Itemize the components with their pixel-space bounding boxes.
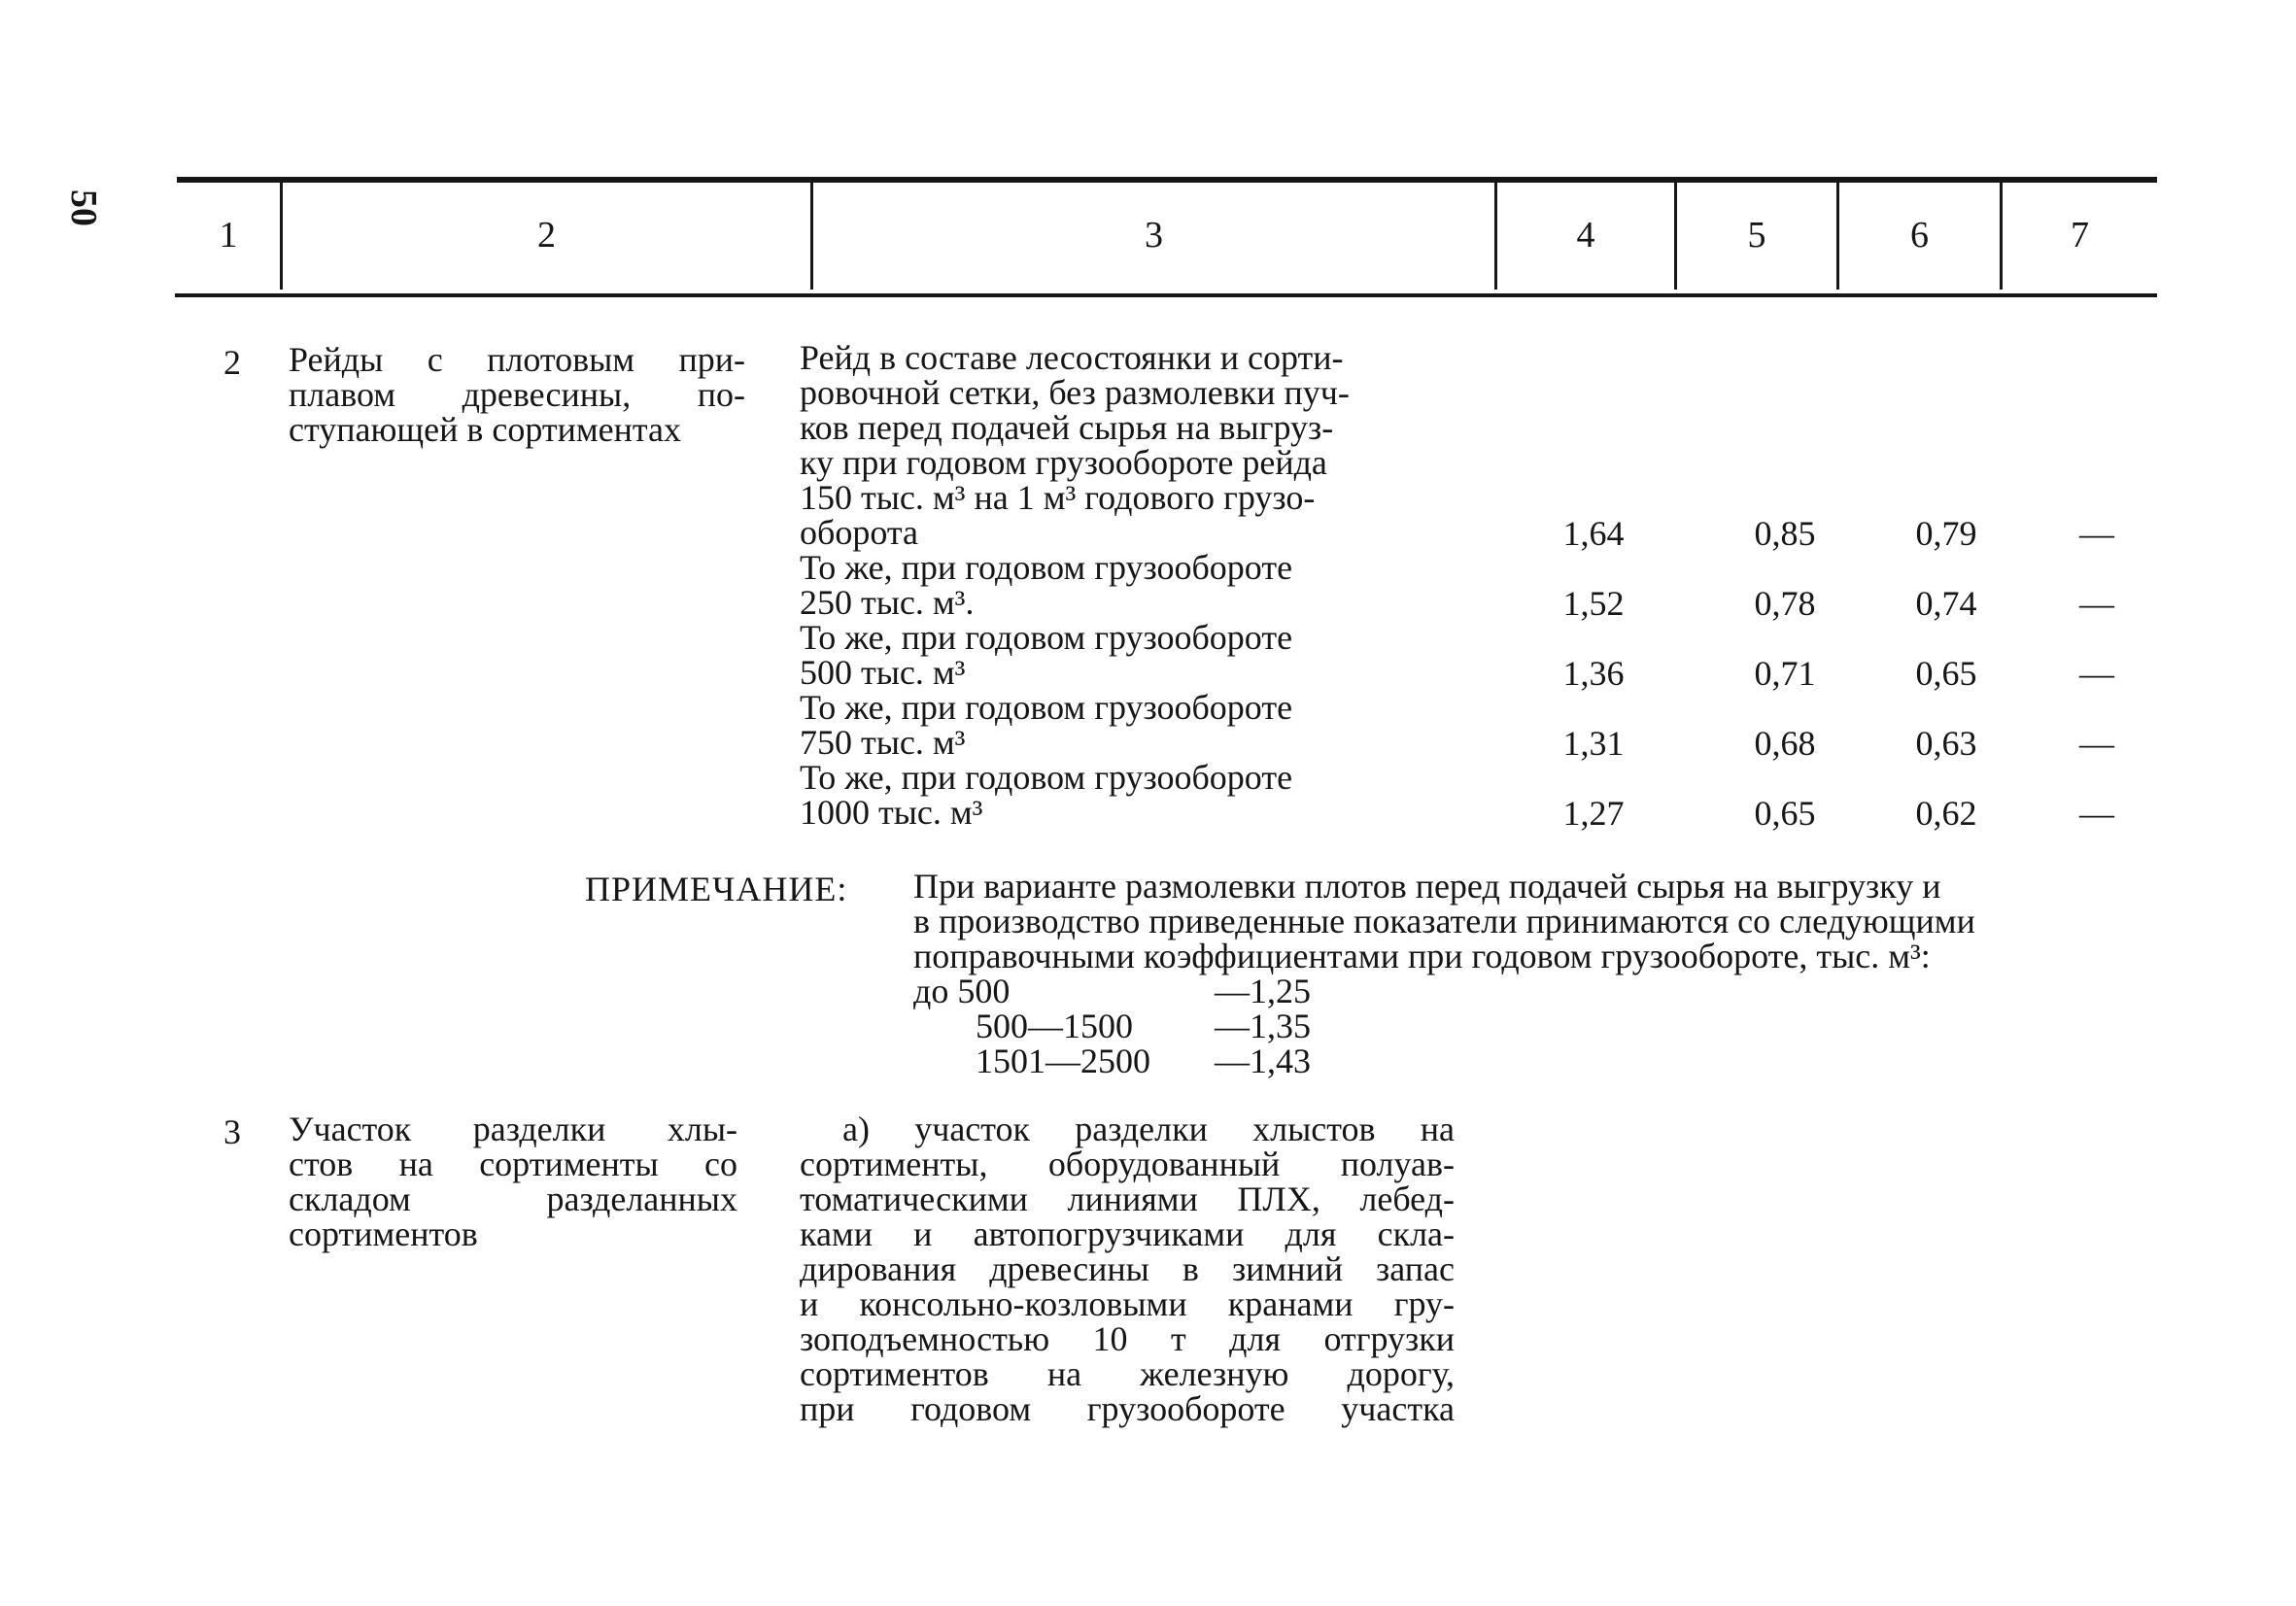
row-2-sub-line: 750 тыс. м³ — [800, 723, 966, 762]
row-2-sub-line: 500 тыс. м³ — [800, 653, 966, 692]
row-2-value-c5: 0,78 — [1754, 584, 1816, 623]
row-2-value-c7: — — [2079, 584, 2114, 623]
row-2-value-c7: — — [2079, 794, 2114, 833]
row-2-value-c4: 1,52 — [1562, 584, 1625, 623]
row-3-name — [289, 1111, 737, 1251]
header-col-1: 1 — [219, 215, 238, 256]
row-2-value-c6: 0,74 — [1915, 584, 1977, 623]
row-2-desc-line: ков перед подачей сырья на выгруз- — [800, 408, 1334, 447]
coef-range: до 500 — [913, 972, 1011, 1010]
row-3-desc-line: и консольно-козловыми кранами гру- — [800, 1284, 1455, 1323]
row-3-desc-line: при годовом грузообороте участка — [800, 1389, 1455, 1428]
header-col-6: 6 — [1910, 215, 1929, 256]
row-3-desc-line: ками и автопогрузчиками для скла- — [800, 1214, 1455, 1253]
coef-range: 500—1500 — [976, 1007, 1133, 1045]
row-2-value-c7: — — [2079, 654, 2114, 693]
row-2-value-c4: 1,31 — [1562, 724, 1625, 763]
page-number: 50 — [63, 189, 104, 226]
row-2-value-c4: 1,36 — [1562, 654, 1625, 693]
row-2-value-c5: 0,65 — [1754, 794, 1816, 833]
header-top-rule — [177, 177, 2157, 183]
row-2-name-line: плавом древесины, по- — [289, 375, 745, 414]
row-3-name-line: складом разделанных — [289, 1179, 737, 1218]
header-bottom-rule — [175, 293, 2157, 297]
row-2-sub-line: 1000 тыс. м³ — [800, 793, 983, 832]
row-3-desc-line: дирования древесины в зимний запас — [800, 1249, 1455, 1288]
row-3-description — [800, 1111, 1455, 1426]
row-2-name — [289, 342, 745, 447]
row-2-value-c6: 0,79 — [1915, 514, 1977, 553]
row-2-value-c5: 0,85 — [1754, 514, 1816, 553]
row-3-name-line: сортиментов — [289, 1214, 478, 1253]
row-2-desc-line: Рейд в составе лесостоянки и сорти- — [800, 338, 1344, 377]
coef-range: 1501—2500 — [976, 1042, 1150, 1080]
row-2-number: 2 — [223, 343, 241, 382]
row-2-value-c5: 0,71 — [1754, 654, 1816, 693]
row-2-name-line: Рейды с плотовым при- — [289, 340, 745, 379]
row-2-value-c6: 0,62 — [1915, 794, 1977, 833]
row-2-sub-line: 250 тыс. м³. — [800, 583, 975, 622]
row-2-value-c5: 0,68 — [1754, 724, 1816, 763]
header-col-4: 4 — [1576, 215, 1595, 256]
row-2-value-c6: 0,65 — [1915, 654, 1977, 693]
row-3-name-line: Участок разделки хлы- — [289, 1110, 737, 1148]
note-body — [913, 869, 2152, 974]
coef-value: —1,25 — [1215, 972, 1311, 1010]
coef-value: —1,35 — [1215, 1007, 1311, 1045]
row-3-name-line: стов на сортименты со — [289, 1145, 737, 1183]
header-col-3: 3 — [1145, 215, 1163, 256]
row-3-desc-line: зоподъемностью 10 т для отгрузки — [800, 1319, 1455, 1358]
row-2-value-c7: — — [2079, 514, 2114, 553]
coef-value: —1,43 — [1215, 1042, 1311, 1080]
row-3-number: 3 — [223, 1112, 241, 1151]
row-2-sub-line: То же, при годовом грузообороте — [800, 548, 1293, 587]
row-3-desc-line: сортиментов на железную дорогу, — [800, 1354, 1455, 1393]
header-col-5: 5 — [1747, 215, 1766, 256]
header-col-7: 7 — [2071, 215, 2089, 256]
row-2-sub-line: То же, при годовом грузообороте — [800, 618, 1293, 657]
row-2-value-c7: — — [2079, 724, 2114, 763]
note-line: в производство приведенные показатели принимаются со следующими — [913, 902, 1975, 940]
note-line: поправочными коэффициентами при годовом грузообороте, тыс. м³: — [913, 937, 1931, 975]
row-2-value-c4: 1,64 — [1562, 514, 1625, 553]
header-col-2: 2 — [537, 215, 556, 256]
row-2-desc-line: оборота — [800, 513, 918, 552]
row-2-desc-line: 150 тыс. м³ на 1 м³ годового грузо- — [800, 478, 1316, 517]
row-2-description — [800, 340, 1470, 830]
row-2-sub-line: То же, при годовом грузообороте — [800, 758, 1293, 797]
row-2-desc-line: ку при годовом грузообороте рейда — [800, 443, 1327, 482]
row-2-name-line: ступающей в сортиментах — [289, 410, 682, 449]
row-3-desc-line: сортименты, оборудованный полуав- — [800, 1145, 1455, 1183]
row-3-desc-line: а) участок разделки хлыстов на — [842, 1110, 1455, 1148]
row-2-value-c6: 0,63 — [1915, 724, 1977, 763]
note-line: При варианте размолевки плотов перед подачей сырья на выгрузку и — [913, 867, 1941, 906]
row-3-desc-line: томатическими линиями ПЛХ, лебед- — [800, 1179, 1455, 1218]
row-2-desc-line: ровочной сетки, без размолевки пуч- — [800, 373, 1350, 412]
note-label: ПРИМЕЧАНИЕ: — [585, 870, 848, 908]
row-2-value-c4: 1,27 — [1562, 794, 1625, 833]
row-2-sub-line: То же, при годовом грузообороте — [800, 688, 1293, 727]
